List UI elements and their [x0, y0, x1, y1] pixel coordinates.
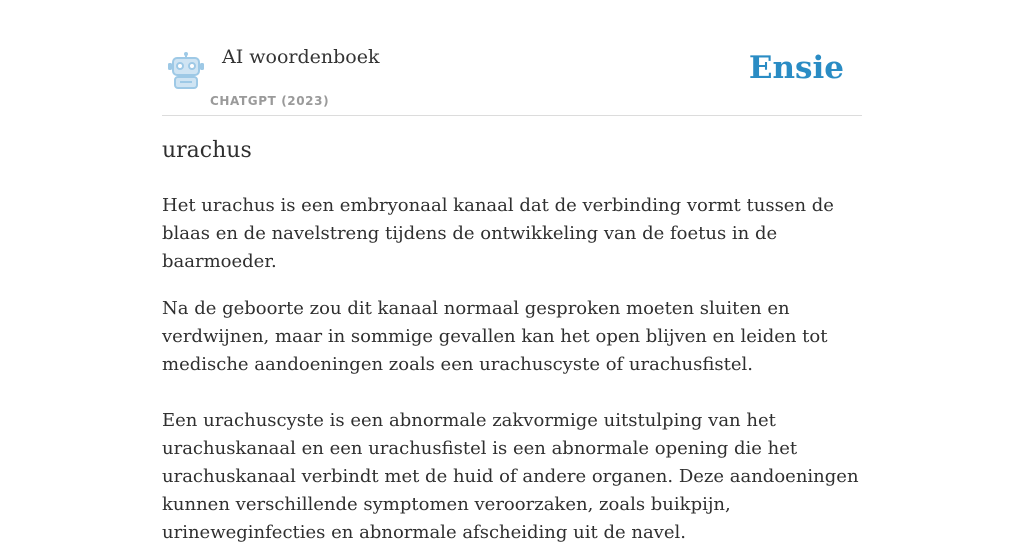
- brand-logo[interactable]: Ensie: [748, 50, 844, 86]
- source-title[interactable]: AI woordenboek: [222, 46, 380, 68]
- source-subtitle: CHATGPT (2023): [210, 94, 330, 108]
- entry-term: urachus: [162, 138, 252, 163]
- robot-icon: [166, 52, 206, 90]
- entry-header: [162, 40, 862, 116]
- definition-paragraph: Een urachuscyste is een abnormale zakvormige uitstulping van het urachuskanaal en een urachusfistel is een abnormale opening die het urachuskanaal verbindt met de huid of andere organen. Deze aandoeningen kunnen verschillende symptomen veroorzaken, zoals buikpijn, urineweginfecties en abnormale afscheiding uit de navel.: [162, 410, 859, 543]
- definition-paragraph: Na de geboorte zou dit kanaal normaal gesproken moeten sluiten en verdwijnen, maar in sommige gevallen kan het open blijven en leiden tot medische aandoeningen zoals een urachuscyste of urachusfistel.: [162, 298, 828, 375]
- entry-definition: [162, 192, 862, 547]
- definition-paragraph: Het urachus is een embryonaal kanaal dat de verbinding vormt tussen de blaas en de navelstreng tijdens de ontwikkeling van de foetus in de baarmoeder.: [162, 195, 834, 272]
